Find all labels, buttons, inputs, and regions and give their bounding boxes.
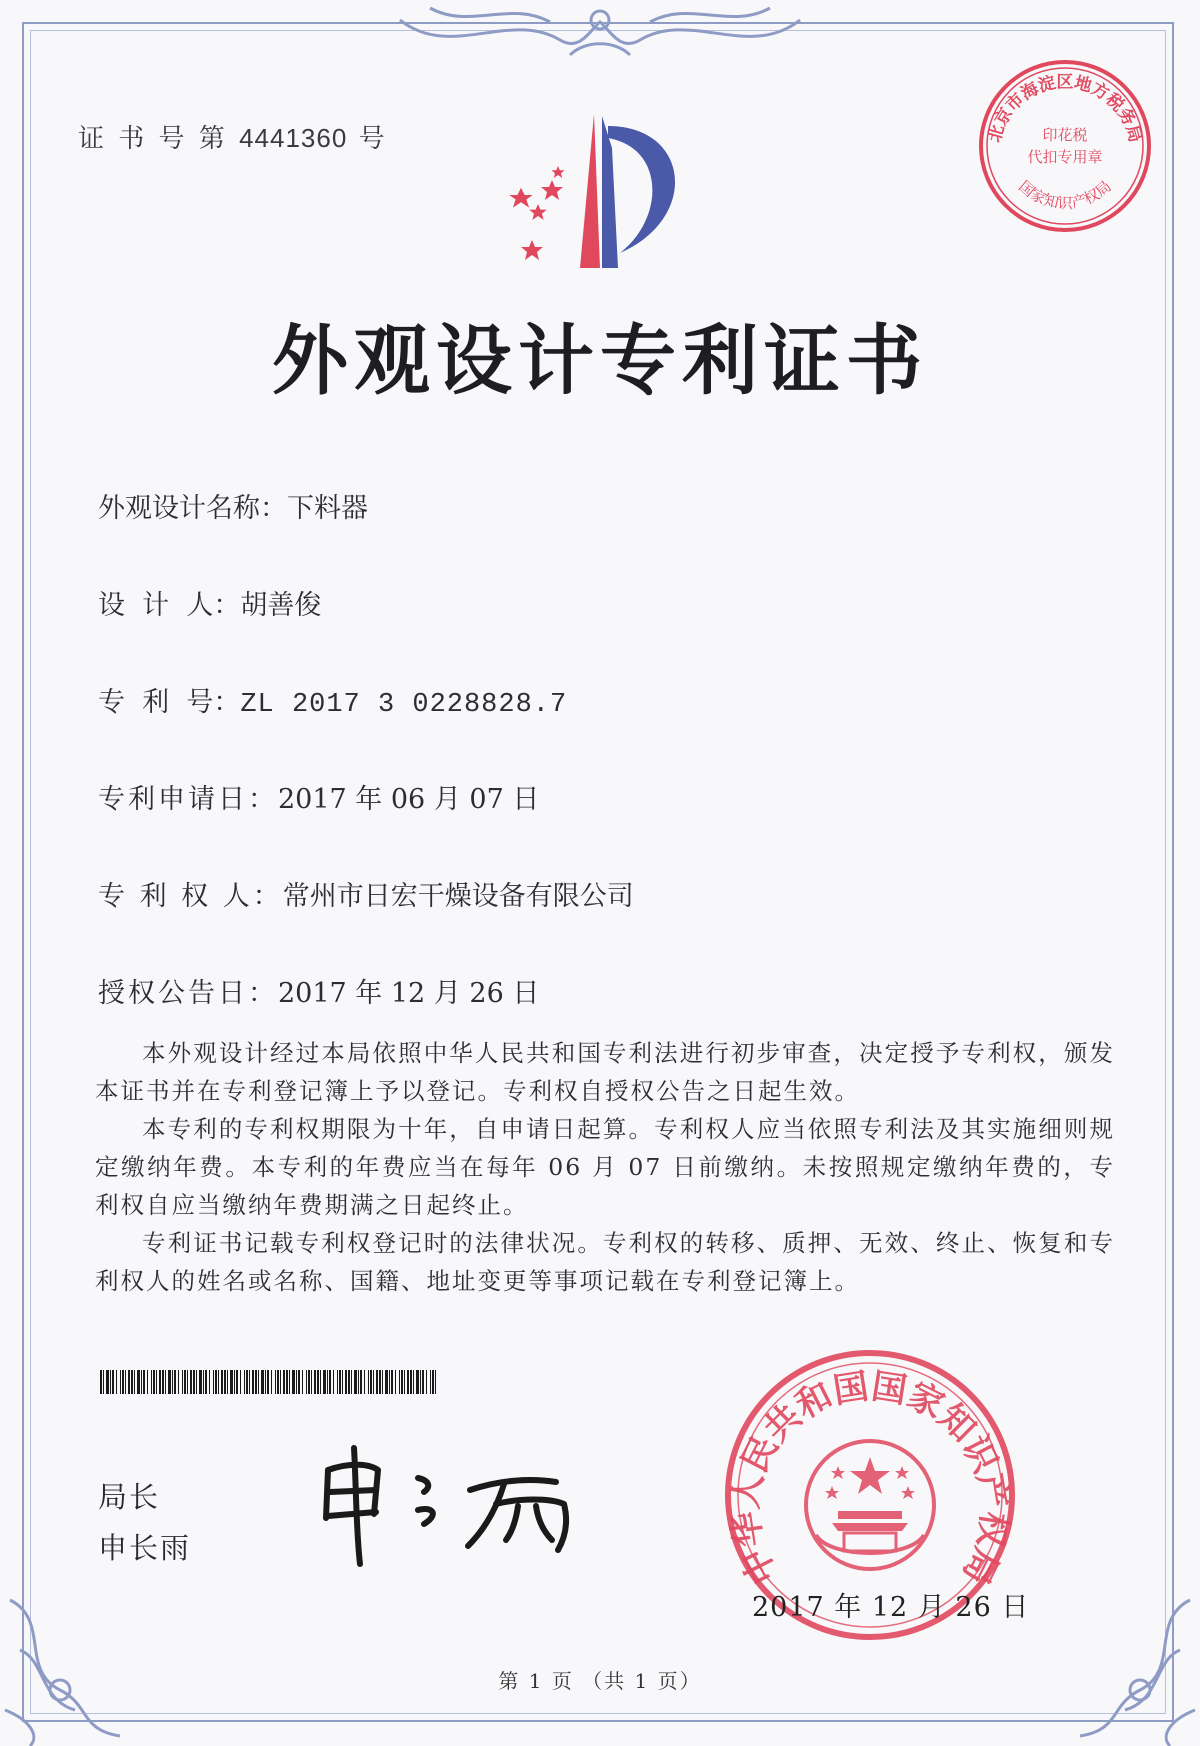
barcode-bar <box>196 1370 197 1394</box>
barcode-bar <box>337 1370 338 1394</box>
barcode-bar <box>215 1370 217 1394</box>
barcode-bar <box>234 1370 235 1394</box>
barcode-bar <box>289 1370 290 1394</box>
barcode-bar <box>120 1370 121 1394</box>
barcode-bar <box>156 1370 157 1394</box>
field-grant-date-value: 2017 年 12 月 26 日 <box>278 978 540 1009</box>
field-grant-date <box>98 971 539 1010</box>
barcode-bar <box>358 1370 359 1394</box>
field-designer-value: 胡善俊 <box>240 590 322 621</box>
barcode-bar <box>112 1370 114 1394</box>
barcode-bar <box>395 1370 396 1394</box>
barcode-bar <box>143 1370 145 1394</box>
barcode-bar <box>106 1370 109 1394</box>
barcode-bar <box>323 1370 326 1394</box>
field-designer-label: 设 计 人： <box>98 590 241 621</box>
barcode-bar <box>236 1370 238 1394</box>
field-patent-number-value: ZL 2017 3 0228828.7 <box>240 690 568 720</box>
field-designer <box>98 583 321 622</box>
barcode-bar <box>275 1370 276 1394</box>
barcode-bar <box>348 1370 350 1394</box>
barcode-bar <box>391 1370 393 1394</box>
barcode-bar <box>286 1370 288 1394</box>
barcode-bar <box>162 1370 164 1394</box>
barcode-bar <box>193 1370 195 1394</box>
barcode-bar <box>382 1370 383 1394</box>
barcode-bar <box>125 1370 126 1394</box>
barcode-bar <box>354 1370 357 1394</box>
field-patentee <box>98 874 634 913</box>
tax-stamp-seal <box>975 56 1155 236</box>
tax-stamp-line2: 代扣专用章 <box>1027 148 1103 166</box>
barcode-bar <box>147 1370 148 1394</box>
barcode <box>100 1370 438 1394</box>
barcode-bar <box>213 1370 214 1394</box>
bottom-left-ornament <box>0 1560 150 1746</box>
barcode-bar <box>184 1370 186 1394</box>
barcode-bar <box>267 1370 269 1394</box>
patent-office-logo <box>490 108 710 278</box>
barcode-bar <box>244 1370 245 1394</box>
barcode-bar <box>283 1370 285 1394</box>
barcode-bar <box>110 1370 111 1394</box>
barcode-bar <box>227 1370 228 1394</box>
field-patent-number <box>98 680 567 720</box>
barcode-bar <box>141 1370 142 1394</box>
field-patent-number-label: 专 利 号： <box>98 687 241 718</box>
barcode-bar <box>422 1370 424 1394</box>
director-signature <box>320 1440 610 1570</box>
barcode-bar <box>296 1370 297 1394</box>
barcode-bar <box>413 1370 414 1394</box>
barcode-bar <box>379 1370 381 1394</box>
certificate-title: 外观设计专利证书 <box>272 316 928 405</box>
barcode-bar <box>190 1370 192 1394</box>
barcode-bar <box>240 1370 241 1394</box>
barcode-bar <box>230 1370 233 1394</box>
official-seal-ring-text: 中华人民共和国国家知识产权局 <box>725 1365 1015 1591</box>
field-application-date-label: 专利申请日： <box>98 784 278 815</box>
barcode-bar <box>292 1370 295 1394</box>
barcode-bar <box>255 1370 257 1394</box>
field-design-name-value: 下料器 <box>287 493 368 524</box>
barcode-bar <box>249 1370 250 1394</box>
barcode-bar <box>373 1370 374 1394</box>
barcode-bar <box>199 1370 202 1394</box>
barcode-bar <box>209 1370 210 1394</box>
barcode-bar <box>134 1370 135 1394</box>
barcode-bar <box>218 1370 219 1394</box>
barcode-bar <box>246 1370 248 1394</box>
barcode-bar <box>426 1370 427 1394</box>
barcode-bar <box>351 1370 352 1394</box>
barcode-bar <box>420 1370 421 1394</box>
seal-date: 2017 年 12 月 26 日 <box>752 1592 1030 1623</box>
barcode-bar <box>368 1370 369 1394</box>
field-design-name <box>98 486 368 525</box>
barcode-bar <box>205 1370 207 1394</box>
barcode-bar <box>410 1370 412 1394</box>
barcode-bar <box>116 1370 117 1394</box>
barcode-bar <box>317 1370 319 1394</box>
certificate-number-suffix: 号 <box>358 124 388 154</box>
tax-stamp-line1: 印花税 <box>1042 126 1088 144</box>
barcode-bar <box>203 1370 204 1394</box>
barcode-bar <box>153 1370 155 1394</box>
paragraph-term: 本专利的专利权期限为十年，自申请日起算。专利权人应当依照专利法及其实施细则规定缴纳年费。本专利的年费应当在每年 06 月 07 日前缴纳。未按照规定缴纳年费的，专利权自应当缴纳年费期满之日起终止。 <box>95 1115 1115 1219</box>
barcode-bar <box>302 1370 303 1394</box>
barcode-bar <box>298 1370 300 1394</box>
field-patentee-label: 专 利 权 人： <box>98 881 283 912</box>
field-application-date <box>98 777 539 816</box>
director-name: 申长雨 <box>98 1531 192 1565</box>
barcode-bar <box>345 1370 347 1394</box>
barcode-bar <box>261 1370 264 1394</box>
barcode-bar <box>416 1370 419 1394</box>
director-title: 局长 <box>98 1480 161 1514</box>
field-design-name-label: 外观设计名称： <box>98 493 287 524</box>
barcode-bar <box>333 1370 334 1394</box>
barcode-bar <box>137 1370 140 1394</box>
bottom-right-ornament <box>1050 1560 1200 1746</box>
certificate-number-label: 证 书 号 第 <box>78 124 228 154</box>
barcode-bar <box>165 1370 166 1394</box>
tax-stamp-ring-text: 北京市海淀区地方税务局 <box>984 72 1146 145</box>
paragraph-grant: 本外观设计经过本局依照中华人民共和国专利法进行初步审查，决定授予专利权，颁发本证书并在专利登记簿上予以登记。专利权自授权公告之日起生效。 <box>95 1039 1115 1105</box>
certificate-number-value: 4441360 <box>239 123 348 153</box>
barcode-bar <box>221 1370 223 1394</box>
field-application-date-value: 2017 年 06 月 07 日 <box>278 784 540 815</box>
barcode-bar <box>128 1370 130 1394</box>
barcode-bar <box>430 1370 431 1394</box>
barcode-bar <box>224 1370 226 1394</box>
barcode-bar <box>376 1370 378 1394</box>
barcode-bar <box>311 1370 312 1394</box>
barcode-bar <box>339 1370 341 1394</box>
page-footer: 第 1 页 （共 1 页） <box>498 1669 702 1693</box>
barcode-bar <box>178 1370 179 1394</box>
barcode-bar <box>159 1370 161 1394</box>
barcode-bar <box>308 1370 310 1394</box>
barcode-bar <box>252 1370 254 1394</box>
field-patentee-value: 常州市日宏干燥设备有限公司 <box>282 881 634 912</box>
barcode-bar <box>364 1370 365 1394</box>
barcode-bar <box>174 1370 176 1394</box>
barcode-bar <box>407 1370 409 1394</box>
barcode-bar <box>277 1370 279 1394</box>
barcode-bar <box>265 1370 266 1394</box>
paragraph-legal-status: 专利证书记载专利权登记时的法律状况。专利权的转移、质押、无效、终止、恢复和专利权人的姓名或名称、国籍、地址变更等事项记载在专利登记簿上。 <box>95 1229 1115 1295</box>
tax-stamp-bottom-text: 国家知识产权局 <box>1015 177 1115 213</box>
barcode-bar <box>320 1370 321 1394</box>
barcode-bar <box>385 1370 388 1394</box>
barcode-bar <box>401 1370 403 1394</box>
barcode-bar <box>122 1370 124 1394</box>
field-grant-date-label: 授权公告日： <box>98 978 278 1009</box>
barcode-bar <box>314 1370 316 1394</box>
certificate-body <box>95 1034 1115 1300</box>
barcode-bar <box>370 1370 372 1394</box>
barcode-bar <box>187 1370 188 1394</box>
top-ornament <box>390 0 810 70</box>
barcode-bar <box>399 1370 400 1394</box>
barcode-bar <box>432 1370 434 1394</box>
barcode-bar <box>327 1370 328 1394</box>
barcode-bar <box>168 1370 171 1394</box>
barcode-bar <box>435 1370 436 1394</box>
barcode-bar <box>329 1370 331 1394</box>
national-emblem-icon <box>806 1441 934 1569</box>
barcode-bar <box>100 1370 102 1394</box>
barcode-bar <box>389 1370 390 1394</box>
barcode-bar <box>172 1370 173 1394</box>
barcode-bar <box>258 1370 259 1394</box>
barcode-bar <box>360 1370 362 1394</box>
barcode-bar <box>342 1370 343 1394</box>
certificate-number <box>78 118 388 155</box>
barcode-bar <box>151 1370 152 1394</box>
barcode-bar <box>131 1370 133 1394</box>
barcode-bar <box>182 1370 183 1394</box>
barcode-bar <box>404 1370 405 1394</box>
barcode-bar <box>280 1370 281 1394</box>
barcode-bar <box>271 1370 272 1394</box>
barcode-bar <box>103 1370 104 1394</box>
barcode-bar <box>306 1370 307 1394</box>
